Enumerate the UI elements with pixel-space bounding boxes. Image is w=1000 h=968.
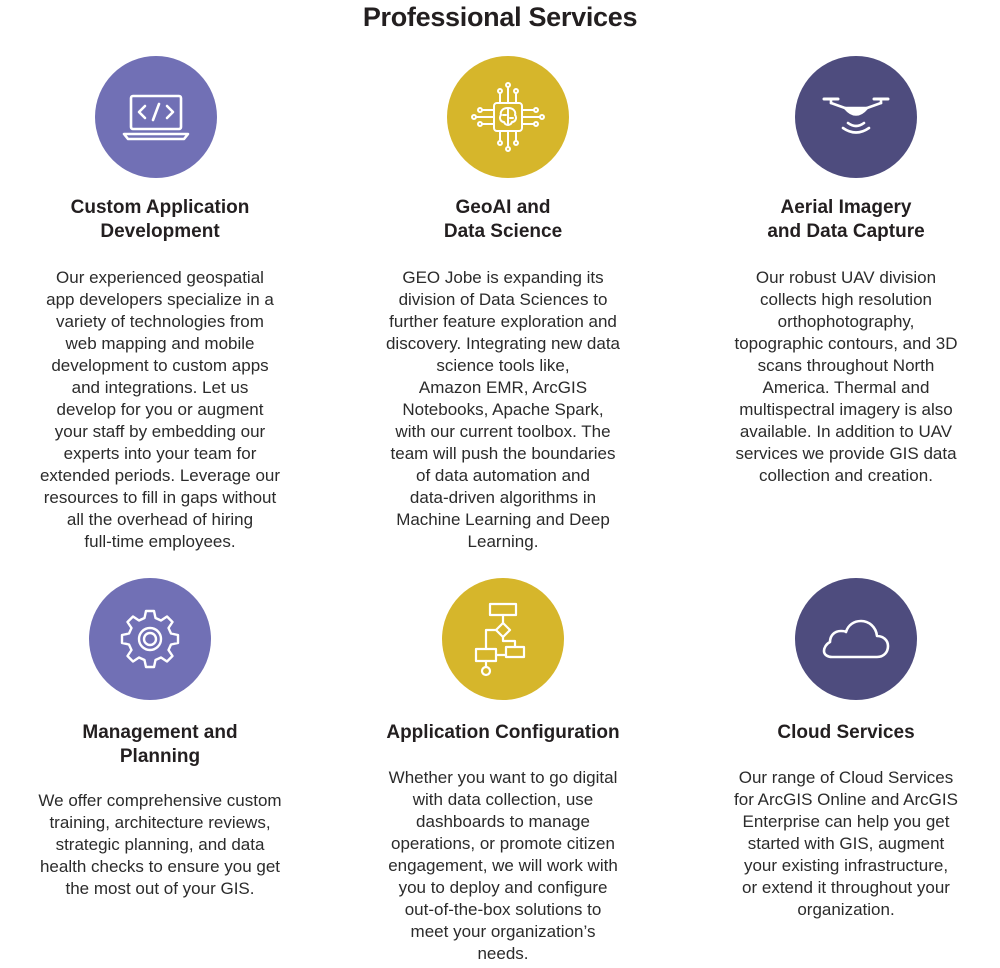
ai-chip-brain-icon — [447, 56, 569, 178]
page-title: Professional Services — [362, 2, 638, 32]
service-title: GeoAI and Data Science — [443, 197, 563, 242]
service-title: Custom Application Development — [70, 197, 250, 242]
service-title: Aerial Imagery and Data Capture — [767, 197, 925, 242]
service-description: Whether you want to go digital with data collection, use dashboards to manage operations, or promote citizen engagement, we will work with you to deploy and configure out-of-the-box solutions to meet your organization’s needs. — [388, 768, 618, 963]
cloud-icon — [795, 578, 917, 700]
service-description: Our robust UAV division collects high resolution orthophotography, topographic contours, and 3D scans throughout North America. Thermal and multispectral imagery is also available. In addition to UAV services we provide GIS data collection and creation. — [734, 268, 958, 485]
service-title: Application Configuration — [386, 722, 620, 743]
service-description: Our range of Cloud Services for ArcGIS Online and ArcGIS Enterprise can help you get started with GIS, augment your existing infrastructure, or extend it throughout your organization. — [734, 768, 958, 919]
service-title: Cloud Services — [777, 722, 915, 743]
gear-icon — [89, 578, 211, 700]
flowchart-icon — [442, 578, 564, 700]
service-title: Management and Planning — [82, 722, 238, 767]
service-description: Our experienced geospatial app developers specialize in a variety of technologies from web mapping and mobile development to custom apps and integrations. Let us develop for you or augment your staff by embedding our experts into your team for extended periods. Leverage our resources to fill in gaps without all the overhead of hiring full-time employees. — [39, 268, 281, 551]
drone-icon — [795, 56, 917, 178]
laptop-code-icon — [95, 56, 217, 178]
service-description: We offer comprehensive custom training, architecture reviews, strategic planning, and data health checks to ensure you get the most out of your GIS. — [38, 791, 282, 898]
service-description: GEO Jobe is expanding its division of Data Sciences to further feature exploration and discovery. Integrating new data science tools like, Amazon EMR, ArcGIS Notebooks, Apache Spark, with our current toolbox. The team will push the boundaries of data automation and data-driven algorithms in Machine Learning and Deep Learning. — [385, 268, 621, 551]
